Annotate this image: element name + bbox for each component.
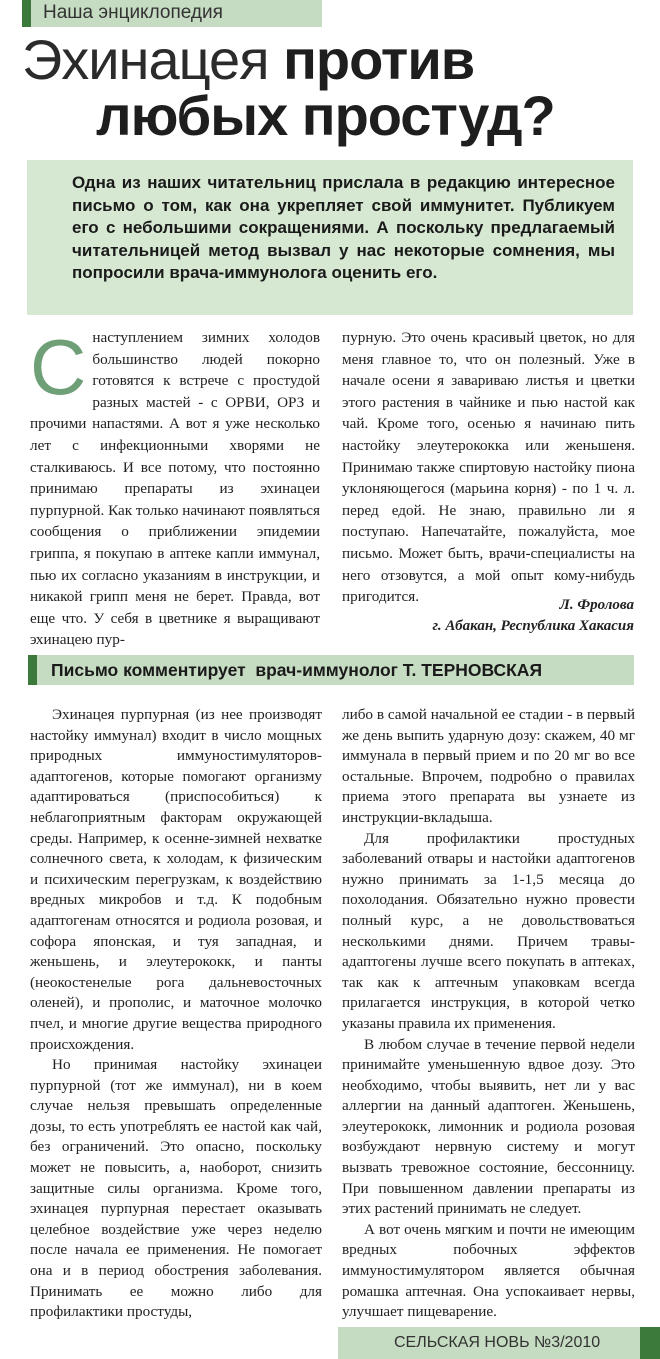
headline-line2: любых простуд? bbox=[96, 84, 555, 147]
comment-column-right bbox=[342, 705, 635, 1323]
headline-part2: против bbox=[283, 28, 475, 91]
comment-paragraph: Но принимая настойку эхинацеи пурпурной (тот же иммунал), ни в коем случае нельзя превышать определенные дозы, то есть употреблять ее настой как чай, без ограничений. Это опасно, поскольку может не повысить, а, наоборот, снизить защитные силы организма. Кроме того, эхинацея пурпурная перестает оказывать целебное воздействие уже через неделю после начала ее применения. Не помогает она и в период обострения заболевания. Принимать ее можно либо для профилактики простуды, bbox=[30, 1056, 322, 1321]
comment-heading: Письмо комментирует врач-иммунолог Т. ТЕРНОВСКАЯ bbox=[28, 655, 634, 685]
footer-accent bbox=[640, 1327, 660, 1359]
letter-author: Л. Фролова bbox=[559, 597, 634, 613]
footer-bar bbox=[338, 1327, 660, 1359]
headline-part1: Эхинацея bbox=[22, 28, 284, 91]
comment-paragraph: Эхинацея пурпурная (из нее производят настойку иммунал) входит в число мощных природных иммуностимуляторов-адаптогенов, которые помогают организму адаптироваться (приспособиться) к неблагоприятным факторам окружающей среды. Например, к осенне-зимней нехватке солнечного света, к холодам, к физическим и психическим перегрузкам, к воздействию вредных микробов и т.д. К подобным адаптогенам относятся и родиола розовая, и софора японская, и туя западная, и женьшень, и элеутерококк, и панты (неокостенелые рога дальневосточных оленей), и прополис, и маточное молочко пчел, и многие другие вещества природного происхождения. bbox=[30, 706, 322, 1053]
comment-paragraph: Для профилактики простудных заболеваний отвары и настойки адаптогенов нужно принимать за 1-1,5 месяца до похолодания. Обязательно нужно провести полный курс, а не довольствоваться несколькими днями. Причем травы-адаптогены лучше всего покупать в аптеках, так как к аптечным упаковкам всегда прилагается инструкция, в которой четко указаны правила их применения. bbox=[342, 829, 635, 1032]
section-tag: Наша энциклопедия bbox=[22, 0, 322, 27]
lead-paragraph: Одна из наших читательниц прислала в редакцию интересное письмо о том, как она укрепляет свой иммунитет. Публикуем его с небольшими сокращениями. А поскольку предлагаемый читательницей метод вызвал у нас некоторые сомнения, мы попросили врача-иммунолога оценить его. bbox=[27, 160, 633, 315]
headline bbox=[22, 28, 642, 147]
letter-text-left: наступлением зимних холодов большинство людей покорно готовятся к встрече с простудой разных мастей - с ОРВИ, ОРЗ и прочими напастями. А вот я уже несколько лет с инфекционными хворями не сталкиваюсь. И все потому, что постоянно принимаю препараты из эхинацеи пурпурной. Как только начинают появляться сообщения о приближении эпидемии гриппа, я покупаю в аптеке капли иммунал, пью их согласно указаниям в инструкции, и никакой грипп меня не берет. Правда, вот еще что. У себя в цветнике я выращивают эхинацею пур- bbox=[30, 329, 320, 649]
footer-issue: СЕЛЬСКАЯ НОВЬ №3/2010 bbox=[394, 1334, 601, 1351]
letter-column-right bbox=[342, 327, 635, 608]
letter-text-right: пурную. Это очень красивый цветок, но для меня главное то, что он полезный. Уже в начале осени я завариваю листья и цветки этого растения в чайнике и пью настой как чай. Кроме того, осенью я начинаю пить настойку элеутерококка или женьшеня. Принимаю также спиртовую настойку пиона уклоняющегося (марьина корня) - по 1 ч. л. перед едой. Не знаю, правильно ли я поступаю. Напечатайте, пожалуйста, мое письмо. Может быть, врачи-специалисты на него отзовутся, а мой опыт кому-нибудь пригодится. bbox=[342, 329, 635, 606]
letter-location: г. Абакан, Республика Хакасия bbox=[432, 618, 634, 634]
letter-column-left bbox=[30, 323, 320, 651]
letter-signature bbox=[433, 595, 635, 637]
dropcap: С bbox=[30, 323, 87, 411]
comment-paragraph: либо в самой начальной ее стадии - в первый же день выпить ударную дозу: скажем, 40 мг иммунала в первый прием и по 20 мг во все остальные. Впрочем, подробно о правилах приема этого препарата вы узнаете из инструкции-вкладыша. bbox=[342, 706, 635, 826]
comment-paragraph: В любом случае в течение первой недели принимайте уменьшенную вдвое дозу. Это необходимо, чтобы выявить, нет ли у вас аллергии на данный адаптоген. Женьшень, элеутерококк, лимонник и родиола розовая возбуждают нервную систему и могут вызвать тревожное состояние, бессонницу. При повышенном давлении препараты из этих растений принимать не следует. bbox=[342, 1035, 635, 1218]
comment-paragraph: А вот очень мягким и почти не имеющим вредных побочных эффектов иммуностимулятором является обычная ромашка аптечная. Она успокаивает нервы, улучшает пищеварение. bbox=[342, 1220, 635, 1321]
comment-column-left bbox=[30, 705, 322, 1323]
